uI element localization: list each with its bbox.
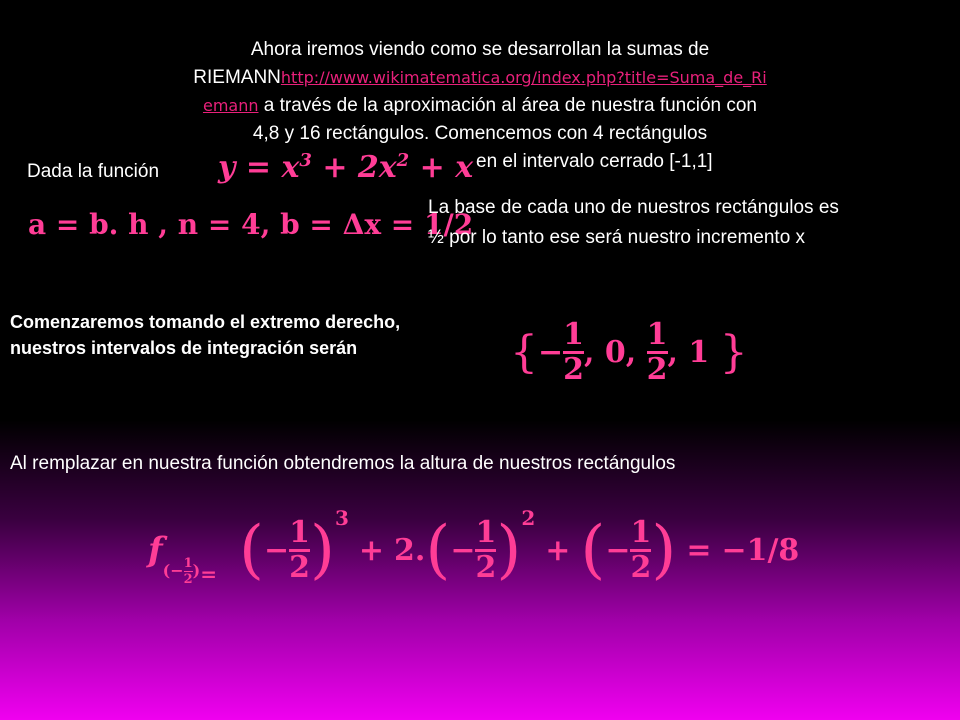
interval-text: en el intervalo cerrado [-1,1] [476, 151, 713, 172]
intro-paragraph [70, 36, 890, 148]
function-formula: $y = x^3 + 2x^2 + x$ [218, 150, 474, 185]
intro-line-3-text: a través de la aproximación al área de nuestra función con [258, 95, 758, 116]
base-text-line-1: La base de cada uno de nuestros rectángulos es [428, 197, 839, 218]
area-formula: a = b. h , n = 4, b = Δx = 1/2 [28, 208, 474, 241]
evaluation-formula: f (− $\frac{1}{2}$ ) = ( − $\frac{1}{2}$ ) 3 + 2. ( − $\frac{1}{2}$ ) 2 + ( − $\frac{1}{2}$ ) = −1/8 [148, 506, 800, 587]
base-text [428, 193, 839, 253]
intro-line-1: Ahora iremos viendo como se desarrollan la sumas de [250, 39, 710, 60]
wiki-link-part-1[interactable]: http://www.wikimatematica.org/index.php?title=Suma_de_Ri [280, 68, 767, 87]
fraction-half: $\frac{1}{2}$ [646, 316, 668, 387]
function-label: Dada la función [27, 161, 160, 182]
replace-text: Al remplazar en nuestra función obtendremos la altura de nuestros rectángulos [10, 453, 676, 474]
intro-line-3 [70, 92, 890, 120]
fraction-half: $\frac{1}{2}$ [475, 514, 497, 585]
fraction-half: $\frac{1}{2}$ [289, 514, 310, 585]
integration-text-line-2: nuestros intervalos de integración serán [10, 338, 358, 358]
wiki-link-part-2[interactable]: emann [202, 96, 259, 115]
base-text-line-2: ½ por lo tanto ese será nuestro incremento x [428, 227, 806, 248]
riemann-word: RIEMANN [193, 67, 281, 88]
intro-line-2 [70, 64, 890, 92]
intro-line-4: 4,8 y 16 rectángulos. Comencemos con 4 rectángulos [252, 123, 708, 144]
integration-text-line-1: Comenzaremos tomando el extremo derecho, [10, 312, 401, 332]
fraction-half: $\frac{1}{2}$ [630, 514, 652, 585]
integration-text [10, 309, 400, 361]
set-formula: { − $\frac{1}{2}$ , 0, $\frac{1}{2}$ , 1 } [510, 316, 748, 387]
evaluation-result: −1/8 [721, 532, 800, 568]
fraction-half: $\frac{1}{2}$ [563, 316, 585, 387]
